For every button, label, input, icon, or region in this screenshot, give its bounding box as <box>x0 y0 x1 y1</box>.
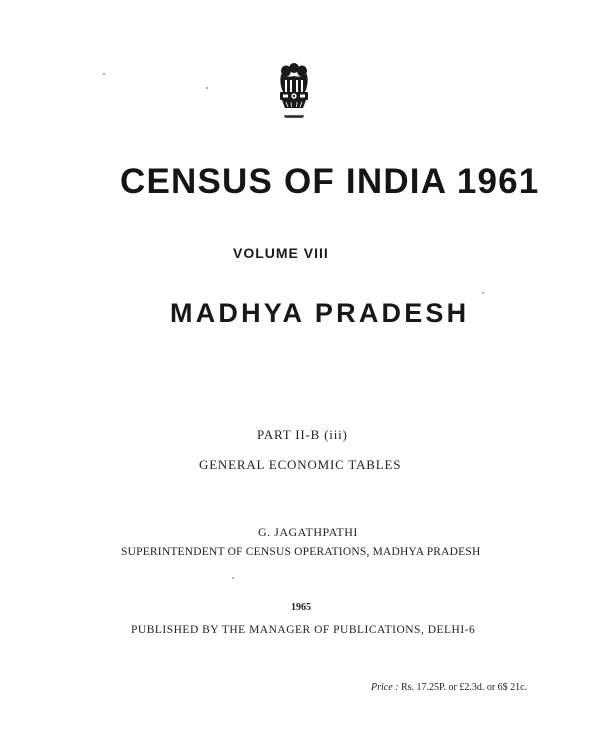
scan-speck <box>232 577 234 579</box>
price-value: Rs. 17.25P. or £2.3d. or 6$ 21c. <box>401 682 528 693</box>
state-name: MADHYA PRADESH <box>170 298 470 328</box>
tables-title: GENERAL ECONOMIC TABLES <box>199 457 402 472</box>
scan-speck <box>206 87 208 89</box>
scan-speck <box>482 292 484 294</box>
state-emblem-icon <box>276 62 312 124</box>
part-number: PART II-B (iii) <box>257 427 348 442</box>
price-line <box>371 682 527 693</box>
author-name: G. JAGATHPATHI <box>258 525 358 539</box>
price-label: Price : <box>371 682 399 693</box>
scan-speck <box>103 73 105 75</box>
publisher-line: PUBLISHED BY THE MANAGER OF PUBLICATIONS, DELHI-6 <box>131 624 476 636</box>
publication-year: 1965 <box>291 602 311 613</box>
author-designation: SUPERINTENDENT OF CENSUS OPERATIONS, MADHYA PRADESH <box>121 546 481 558</box>
volume-number: VOLUME VIII <box>233 245 329 261</box>
census-title: CENSUS OF INDIA 1961 <box>120 162 540 201</box>
